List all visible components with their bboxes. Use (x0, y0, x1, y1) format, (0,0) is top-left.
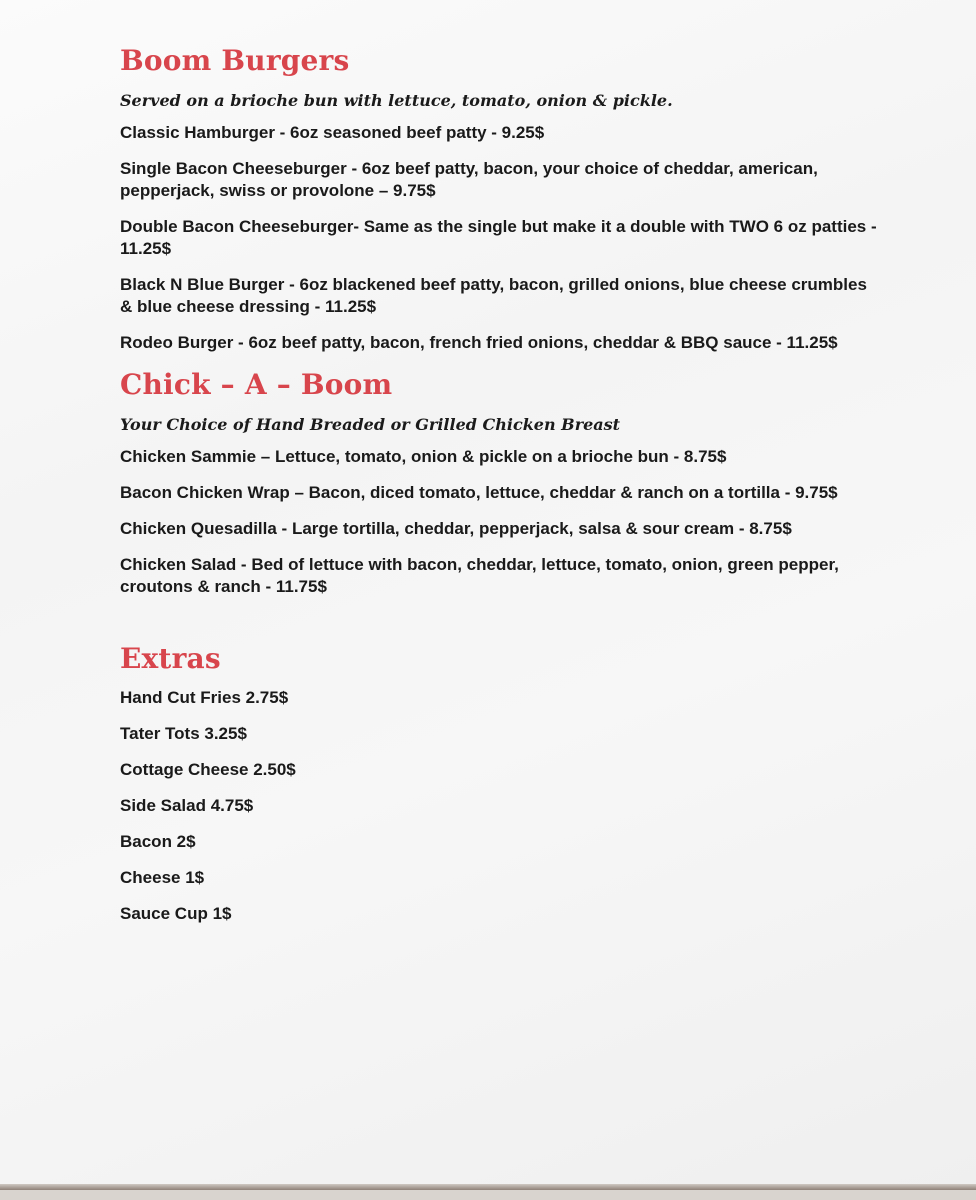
menu-item-chicken-salad: Chicken Salad - Bed of lettuce with bacon, cheddar, lettuce, tomato, onion, green pepper, croutons & ranch - 11.75$ (120, 555, 839, 596)
extra-item-cheese: Cheese 1$ (120, 868, 205, 887)
menu-item-chicken-sammie: Chicken Sammie – Lettuce, tomato, onion & pickle on a brioche bun - 8.75$ (120, 447, 727, 466)
section-title-burgers: Boom Burgers (120, 44, 350, 77)
menu-item-classic-hamburger: Classic Hamburger - 6oz seasoned beef patty - 9.25$ (120, 123, 545, 142)
menu-item-single-bacon-cheeseburger: Single Bacon Cheeseburger - 6oz beef patty, bacon, your choice of cheddar, american, pepperjack, swiss or provolone – 9.75$ (120, 159, 818, 200)
extra-item-tater-tots: Tater Tots 3.25$ (120, 724, 247, 743)
section-chick-a-boom (120, 368, 880, 598)
extra-item-cottage-cheese: Cottage Cheese 2.50$ (120, 760, 296, 779)
extra-item-sauce-cup: Sauce Cup 1$ (120, 904, 232, 923)
menu-item-black-n-blue-burger: Black N Blue Burger - 6oz blackened beef patty, bacon, grilled onions, blue cheese crumbles & blue cheese dressing - 11.25$ (120, 275, 867, 316)
section-extras (120, 642, 880, 925)
menu-item-bacon-chicken-wrap: Bacon Chicken Wrap – Bacon, diced tomato, lettuce, cheddar & ranch on a tortilla - 9.75$ (120, 483, 838, 502)
section-title-extras: Extras (120, 642, 221, 675)
section-subtitle-chicken: Your Choice of Hand Breaded or Grilled Chicken Breast (120, 415, 621, 434)
section-boom-burgers (120, 44, 880, 354)
section-subtitle-burgers: Served on a brioche bun with lettuce, tomato, onion & pickle. (120, 91, 673, 110)
menu-content (120, 44, 880, 939)
extra-item-hand-cut-fries: Hand Cut Fries 2.75$ (120, 688, 289, 707)
section-title-chicken: Chick – A – Boom (120, 368, 393, 401)
menu-item-double-bacon-cheeseburger: Double Bacon Cheeseburger- Same as the single but make it a double with TWO 6 oz patties - 11.25$ (120, 217, 877, 258)
menu-item-rodeo-burger: Rodeo Burger - 6oz beef patty, bacon, french fried onions, cheddar & BBQ sauce - 11.25$ (120, 333, 838, 352)
menu-item-chicken-quesadilla: Chicken Quesadilla - Large tortilla, cheddar, pepperjack, salsa & sour cream - 8.75$ (120, 519, 792, 538)
extra-item-side-salad: Side Salad 4.75$ (120, 796, 254, 815)
extra-item-bacon: Bacon 2$ (120, 832, 196, 851)
